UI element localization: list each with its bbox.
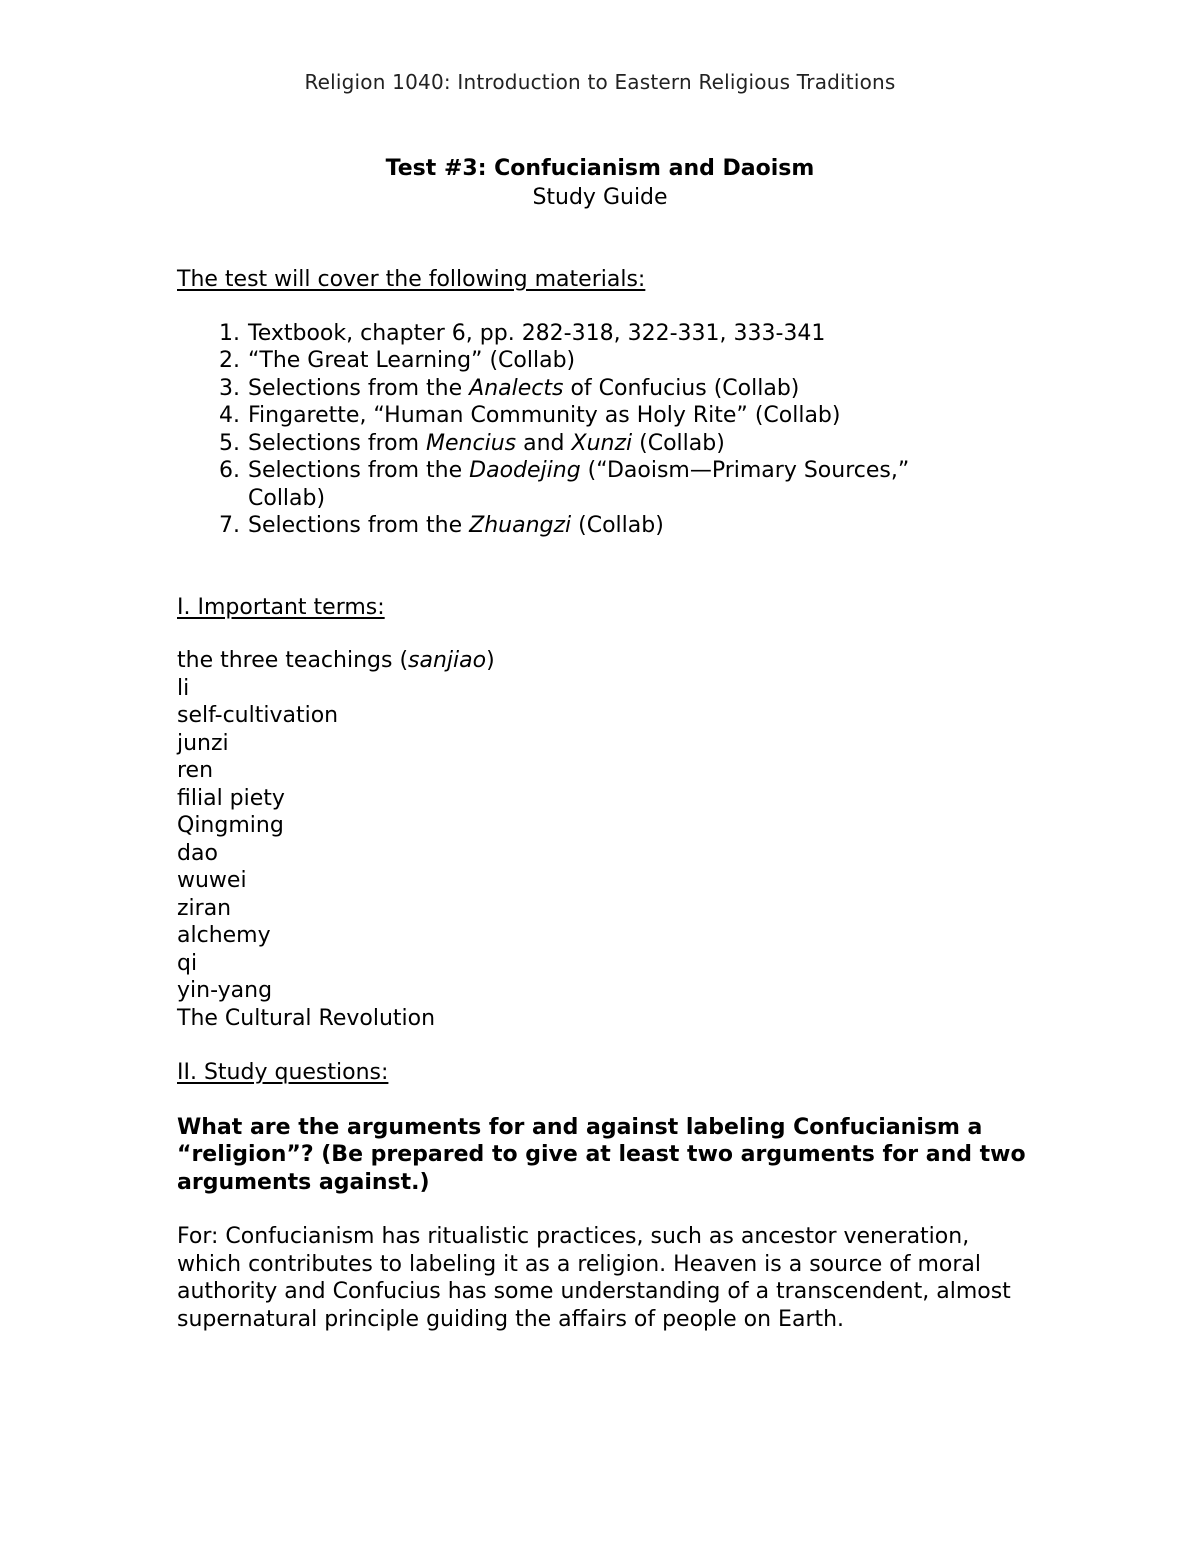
term-item: li [177, 675, 190, 701]
document-title: Test #3: Confucianism and Daoism [385, 156, 815, 181]
list-item: 6. Selections from the Daodejing (“Daoism—Primary Sources,” Collab) [247, 457, 1027, 512]
term-item: the three teachings (sanjiao) [177, 648, 495, 673]
document-body [177, 154, 1027, 1333]
term-item: qi [177, 950, 198, 976]
term-item: The Cultural Revolution [177, 1005, 436, 1031]
term-item: dao [177, 840, 218, 866]
study-answer: For: Confucianism has ritualistic practices, such as ancestor veneration, which contributes to labeling it as a religion. Heaven is a source of moral authority and Confucius has some understanding of a transcendent, almost supernatural principle guiding the affairs of people on Earth. [177, 1224, 1011, 1332]
term-item: ren [177, 758, 214, 783]
materials-heading: The test will cover the following materials: [177, 267, 646, 292]
terms-heading: I. Important terms: [177, 594, 385, 620]
list-item: 4. Fingarette, “Human Community as Holy Rite” (Collab) [247, 402, 1027, 430]
materials-list [177, 320, 1027, 540]
running-header: Religion 1040: Introduction to Eastern Religious Traditions [304, 70, 896, 94]
list-item: 7. Selections from the Zhuangzi (Collab) [247, 512, 1027, 540]
list-item: 5. Selections from Mencius and Xunzi (Collab) [247, 430, 1027, 458]
document-subtitle: Study Guide [532, 185, 668, 210]
term-item: ziran [177, 895, 232, 921]
term-item: Qingming [177, 813, 284, 838]
study-question: What are the arguments for and against labeling Confucianism a “religion”? (Be prepared to give at least two arguments for and two arguments against.) [177, 1114, 1026, 1195]
term-item: self-cultivation [177, 703, 339, 728]
list-item: 1. Textbook, chapter 6, pp. 282-318, 322-331, 333-341 [247, 320, 1027, 348]
term-item: alchemy [177, 923, 271, 948]
list-item: 2. “The Great Learning” (Collab) [247, 347, 1027, 375]
list-item: 3. Selections from the Analects of Confucius (Collab) [247, 375, 1027, 403]
questions-heading: II. Study questions: [177, 1060, 389, 1085]
title-block [177, 154, 1023, 212]
term-item: wuwei [177, 868, 247, 893]
terms-list [177, 647, 1027, 1032]
term-item: filial piety [177, 785, 285, 811]
term-item: junzi [177, 730, 229, 756]
term-item: yin-yang [177, 978, 273, 1003]
